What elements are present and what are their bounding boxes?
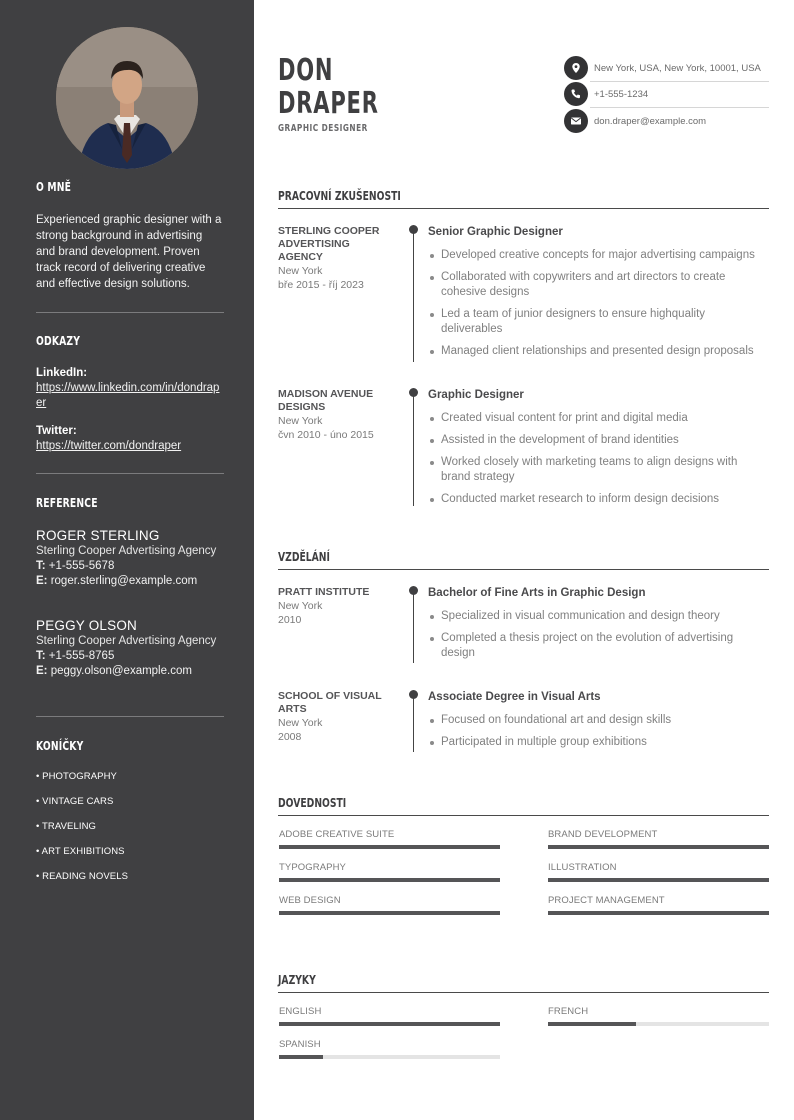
entry-details xyxy=(428,225,769,366)
twitter-link[interactable]: https://twitter.com/dondraper xyxy=(36,440,182,452)
skill-bar xyxy=(279,878,500,882)
section-rule xyxy=(278,569,769,570)
entry-dates: 2010 xyxy=(278,614,302,626)
language-bar-fill xyxy=(279,1055,323,1059)
sidebar-divider xyxy=(36,312,224,313)
bullet-item: Worked closely with marketing teams to align designs with brand strategy xyxy=(428,455,769,485)
reference-phone: T: +1-555-8765 xyxy=(36,650,115,662)
skill-bar xyxy=(548,911,769,915)
skill-bar-fill xyxy=(279,911,500,915)
skill-name: WEB DESIGN xyxy=(279,895,341,906)
language-item xyxy=(548,1006,769,1026)
skill-bar-fill xyxy=(279,878,500,882)
reference-company: Sterling Cooper Advertising Agency xyxy=(36,545,217,557)
hobbies-list xyxy=(36,770,224,895)
reference-item xyxy=(36,617,224,679)
envelope-icon xyxy=(564,109,588,133)
language-bar xyxy=(279,1022,500,1026)
hobby-item: • READING NOVELS xyxy=(36,871,129,882)
entry-bullets xyxy=(428,248,769,359)
phone-icon xyxy=(564,82,588,106)
skill-name: ADOBE CREATIVE SUITE xyxy=(279,829,395,840)
bullet-item: Completed a thesis project on the evolution of advertising design xyxy=(428,631,769,661)
bullet-item: Participated in multiple group exhibitions xyxy=(428,735,769,750)
hobby-item: • TRAVELING xyxy=(36,821,97,832)
bullet-item: Developed creative concepts for major advertising campaigns xyxy=(428,248,769,263)
entry-location: New York xyxy=(278,717,323,729)
links-section xyxy=(36,333,224,348)
bullet-item: Created visual content for print and digital media xyxy=(428,411,769,426)
experience-heading: PRACOVNÍ ZKUŠENOSTI xyxy=(278,188,401,203)
entry-meta xyxy=(278,388,394,442)
reference-phone: T: +1-555-5678 xyxy=(36,560,115,572)
skill-bar-fill xyxy=(548,845,769,849)
timeline-dot xyxy=(409,690,418,699)
link-linkedin xyxy=(36,366,224,411)
skill-item xyxy=(279,895,500,915)
language-name: FRENCH xyxy=(548,1006,589,1017)
contact-address xyxy=(564,55,769,81)
timeline-dot xyxy=(409,388,418,397)
contact-email-text: don.draper@example.com xyxy=(594,115,707,127)
references-heading: REFERENCE xyxy=(36,495,98,510)
last-name: DRAPER xyxy=(278,86,379,121)
hobby-item: • PHOTOGRAPHY xyxy=(36,771,117,782)
bullet-item: Specialized in visual communication and design theory xyxy=(428,609,769,624)
entry-organization: SCHOOL OF VISUAL ARTS xyxy=(278,690,382,715)
entry-meta xyxy=(278,586,394,627)
language-item xyxy=(279,1006,500,1026)
bullet-item: Led a team of junior designers to ensure highquality deliverables xyxy=(428,307,769,337)
entry-organization: STERLING COOPER ADVERTISING AGENCY xyxy=(278,225,380,263)
language-bar-fill xyxy=(279,1022,500,1026)
about-heading: O MNĚ xyxy=(36,179,72,194)
section-rule xyxy=(278,815,769,816)
first-name: DON xyxy=(278,53,334,88)
skill-bar xyxy=(548,878,769,882)
timeline-line xyxy=(413,591,414,663)
about-text: Experienced graphic designer with a strong background in advertising and brand development. Proven track record of delivering creative and effective design solutions. xyxy=(36,214,222,290)
skill-name: BRAND DEVELOPMENT xyxy=(548,829,658,840)
sidebar-divider xyxy=(36,716,224,717)
bullet-item: Assisted in the development of brand identities xyxy=(428,433,769,448)
skill-bar xyxy=(279,911,500,915)
entry-role: Senior Graphic Designer xyxy=(428,226,563,238)
links-heading: ODKAZY xyxy=(36,333,81,348)
entry-bullets xyxy=(428,411,769,507)
entry-role: Associate Degree in Visual Arts xyxy=(428,691,601,703)
languages-heading: JAZYKY xyxy=(278,972,316,987)
references-section xyxy=(36,495,224,510)
entry-meta xyxy=(278,690,394,744)
hobbies-heading: KONÍČKY xyxy=(36,738,84,753)
about-section xyxy=(36,179,224,194)
language-item xyxy=(279,1039,500,1059)
entry-details xyxy=(428,388,769,514)
entry-details xyxy=(428,690,769,757)
section-rule xyxy=(278,992,769,993)
reference-item xyxy=(36,527,224,589)
timeline-line xyxy=(413,230,414,362)
bullet-item: Collaborated with copywriters and art directors to create cohesive designs xyxy=(428,270,769,300)
language-bar-fill xyxy=(548,1022,636,1026)
entry-location: New York xyxy=(278,265,323,277)
skill-bar-fill xyxy=(548,911,769,915)
reference-name: ROGER STERLING xyxy=(36,528,160,543)
contact-phone xyxy=(564,81,769,107)
entry-dates: bře 2015 - říj 2023 xyxy=(278,279,364,291)
contact-email xyxy=(564,108,769,134)
entry-role: Bachelor of Fine Arts in Graphic Design xyxy=(428,587,646,599)
skills-heading: DOVEDNOSTI xyxy=(278,795,347,810)
reference-name: PEGGY OLSON xyxy=(36,618,137,633)
hobby-item: • ART EXHIBITIONS xyxy=(36,846,125,857)
timeline-dot xyxy=(409,225,418,234)
location-pin-icon xyxy=(564,56,588,80)
sidebar xyxy=(0,0,254,1120)
hobbies-section xyxy=(36,738,224,753)
contact-phone-text: +1-555-1234 xyxy=(594,88,649,100)
timeline-dot xyxy=(409,586,418,595)
sidebar-divider xyxy=(36,473,224,474)
language-bar xyxy=(548,1022,769,1026)
profile-photo xyxy=(56,27,198,169)
bullet-item: Managed client relationships and presented design proposals xyxy=(428,344,769,359)
skill-item xyxy=(279,862,500,882)
skill-item xyxy=(279,829,500,849)
entry-organization: PRATT INSTITUTE xyxy=(278,586,370,598)
skill-name: TYPOGRAPHY xyxy=(279,862,346,873)
reference-company: Sterling Cooper Advertising Agency xyxy=(36,635,217,647)
entry-location: New York xyxy=(278,415,323,427)
reference-email: E: peggy.olson@example.com xyxy=(36,665,192,677)
candidate-name xyxy=(278,54,379,120)
skill-name: ILLUSTRATION xyxy=(548,862,617,873)
entry-dates: 2008 xyxy=(278,731,302,743)
skill-bar-fill xyxy=(548,878,769,882)
timeline-line xyxy=(413,393,414,506)
entry-location: New York xyxy=(278,600,323,612)
link-label: LinkedIn: xyxy=(36,367,88,379)
skill-bar-fill xyxy=(279,845,500,849)
timeline-line xyxy=(413,695,414,752)
link-twitter xyxy=(36,424,224,454)
skill-bar xyxy=(279,845,500,849)
bullet-item: Focused on foundational art and design skills xyxy=(428,713,769,728)
entry-role: Graphic Designer xyxy=(428,389,524,401)
section-rule xyxy=(278,208,769,209)
skill-item xyxy=(548,895,769,915)
language-name: SPANISH xyxy=(279,1039,321,1050)
job-title: GRAPHIC DESIGNER xyxy=(278,123,368,134)
skill-name: PROJECT MANAGEMENT xyxy=(548,895,665,906)
reference-email: E: roger.sterling@example.com xyxy=(36,575,198,587)
entry-bullets xyxy=(428,609,769,661)
link-label: Twitter: xyxy=(36,425,77,437)
entry-organization: MADISON AVENUE DESIGNS xyxy=(278,388,374,413)
linkedin-link[interactable]: https://www.linkedin.com/in/dondraper xyxy=(36,382,220,409)
entry-bullets xyxy=(428,713,769,750)
bullet-item: Conducted market research to inform design decisions xyxy=(428,492,769,507)
skill-bar xyxy=(548,845,769,849)
language-bar xyxy=(279,1055,500,1059)
entry-details xyxy=(428,586,769,668)
education-heading: VZDĚLÁNÍ xyxy=(278,549,330,564)
language-name: ENGLISH xyxy=(279,1006,322,1017)
entry-meta xyxy=(278,225,394,292)
skill-item xyxy=(548,829,769,849)
hobby-item: • VINTAGE CARS xyxy=(36,796,114,807)
contact-address-text: New York, USA, New York, 10001, USA xyxy=(594,62,761,74)
skill-item xyxy=(548,862,769,882)
entry-dates: čvn 2010 - úno 2015 xyxy=(278,429,374,441)
